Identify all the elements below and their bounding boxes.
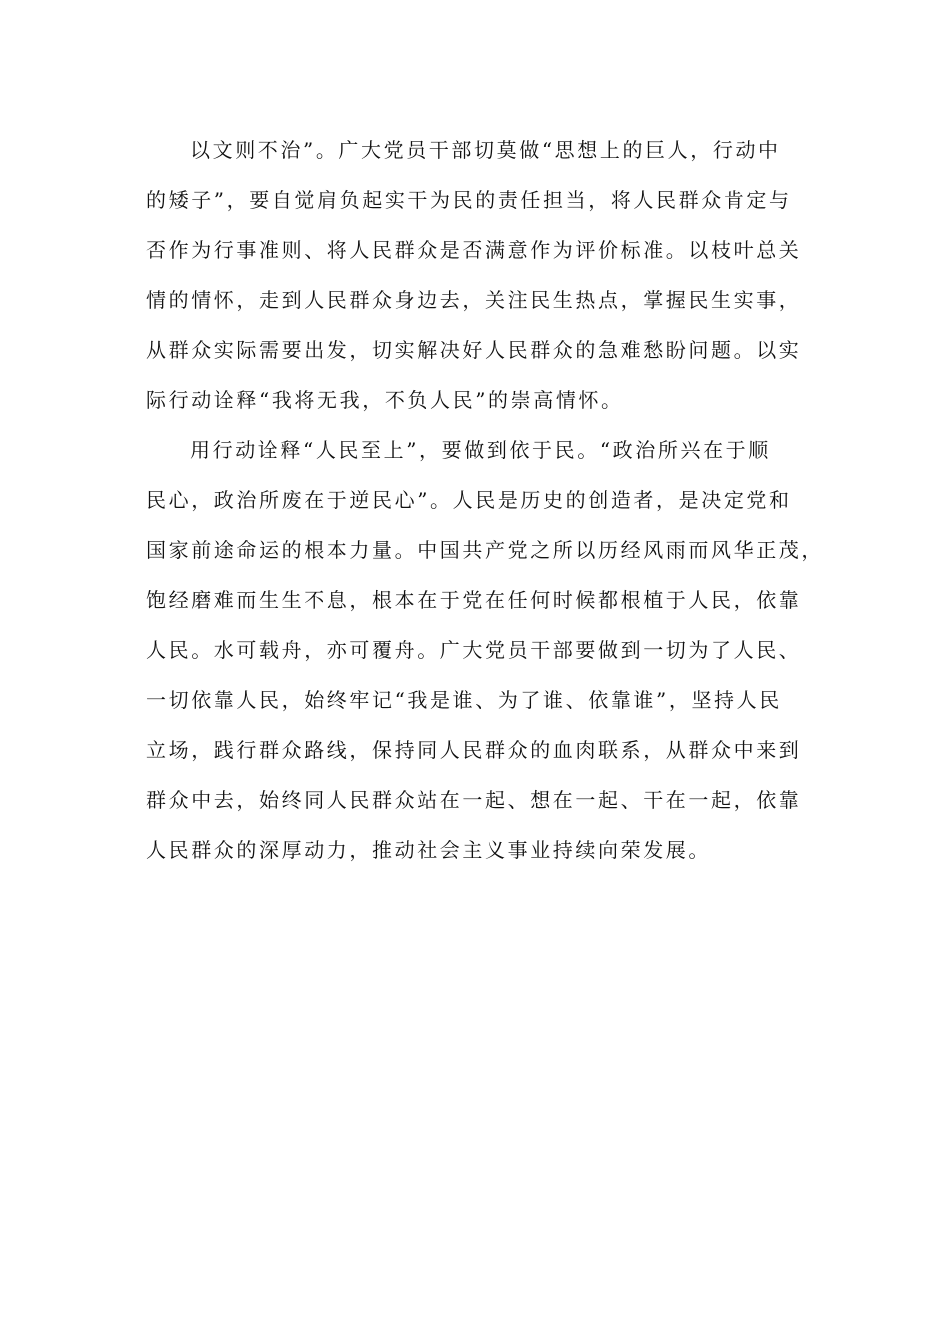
paragraph-2-line-4: 饱经磨难而生生不息，根本在于党在任何时候都根植于人民，依靠 (146, 588, 802, 612)
paragraph-2-line-5: 人民。水可载舟，亦可覆舟。广大党员干部要做到一切为了人民、 (146, 638, 802, 662)
paragraph-2-line-7: 立场，践行群众路线，保持同人民群众的血肉联系，从群众中来到 (146, 738, 802, 762)
paragraph-1-line-3: 否作为行事准则、将人民群众是否满意作为评价标准。以枝叶总关 (146, 238, 802, 262)
paragraph-2-line-3: 国家前途命运的根本力量。中国共产党之所以历经风雨而风华正茂， (146, 538, 824, 562)
paragraph-1-line-1: 以文则不治”。广大党员干部切莫做“思想上的巨人，行动中 (190, 138, 781, 162)
paragraph-2-line-2: 民心，政治所废在于逆民心”。人民是历史的创造者，是决定党和 (146, 488, 792, 512)
paragraph-2-line-9: 人民群众的深厚动力，推动社会主义事业持续向荣发展。 (146, 838, 711, 862)
paragraph-2-line-8: 群众中去，始终同人民群众站在一起、想在一起、干在一起，依靠 (146, 788, 802, 812)
paragraph-2-line-1: 用行动诠释“人民至上”，要做到依于民。“政治所兴在于顺 (190, 438, 771, 462)
paragraph-1-line-4: 情的情怀，走到人民群众身边去，关注民生热点，掌握民生实事， (146, 288, 802, 312)
paragraph-1-line-2: 的矮子”，要自觉肩负起实干为民的责任担当，将人民群众肯定与 (146, 188, 792, 212)
paragraph-2-line-6: 一切依靠人民，始终牢记“我是谁、为了谁、依靠谁”，坚持人民 (146, 688, 782, 712)
paragraph-1-line-5: 从群众实际需要出发，切实解决好人民群众的急难愁盼问题。以实 (146, 338, 802, 362)
paragraph-1-line-6: 际行动诠释“我将无我，不负人民”的崇高情怀。 (146, 388, 624, 412)
